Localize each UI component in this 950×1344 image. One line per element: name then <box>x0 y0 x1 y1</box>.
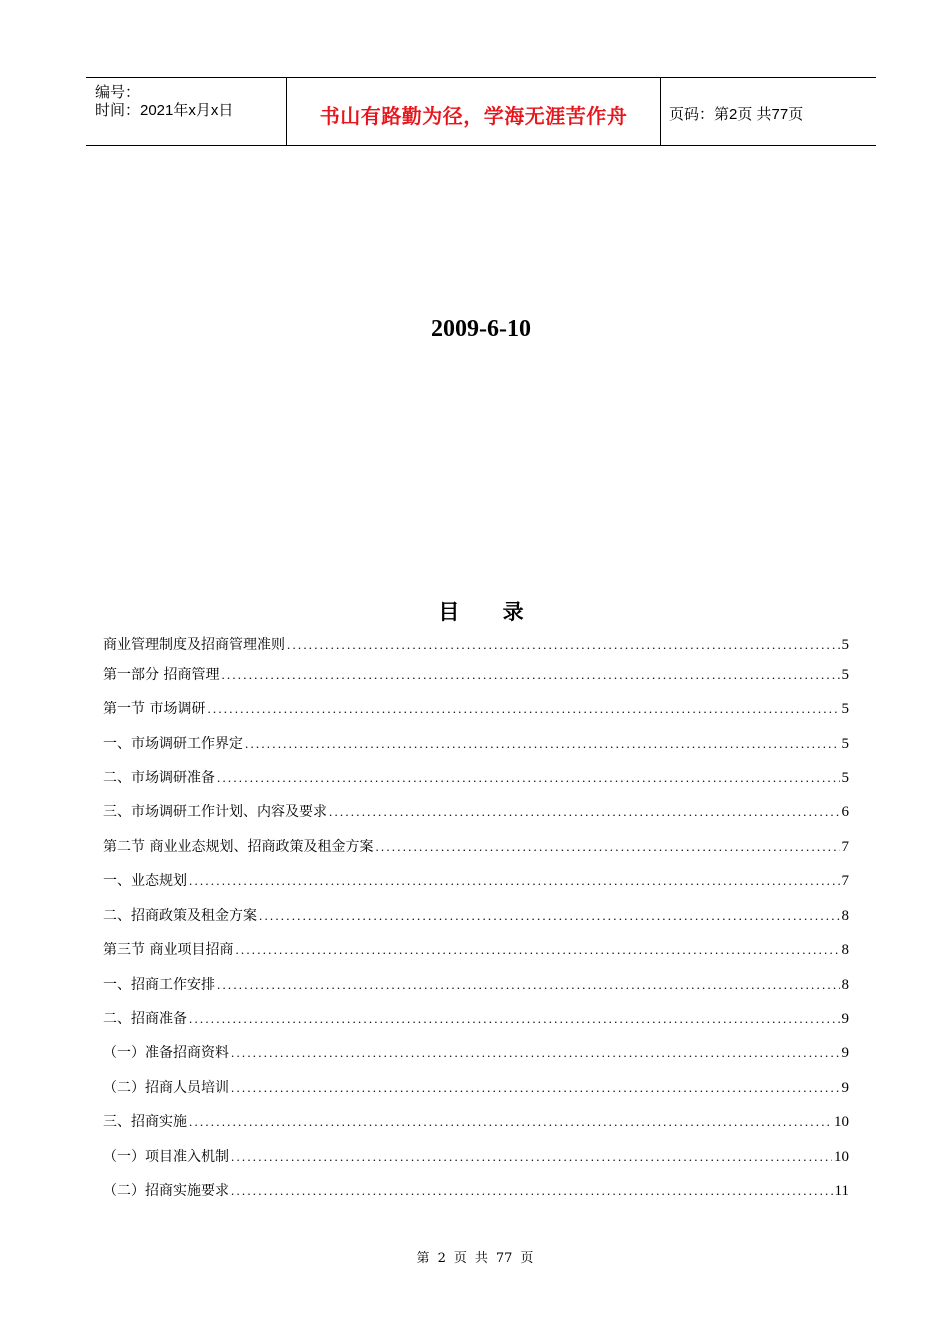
toc-entry-leader-dots <box>231 1149 832 1165</box>
toc-entry-page-number: 9 <box>841 1011 849 1027</box>
header-motto-cell <box>286 78 661 145</box>
toc-title: 目 录 <box>438 600 524 624</box>
document-number-label: 编号： <box>95 84 141 101</box>
toc-entry[interactable] <box>103 767 849 789</box>
toc-entry-leader-dots <box>245 736 840 752</box>
toc-entry[interactable] <box>103 905 849 927</box>
toc-entry-title: 第一部分 招商管理 <box>103 667 220 683</box>
toc-entry-page-number: 5 <box>841 701 849 717</box>
toc-entry-title: 一、市场调研工作界定 <box>103 736 243 752</box>
toc-entry-leader-dots <box>231 1183 833 1199</box>
toc-entry[interactable] <box>103 836 849 858</box>
header-meta-cell <box>86 78 286 145</box>
toc-entry-title: （一）项目准入机制 <box>103 1149 229 1165</box>
toc-entry-page-number: 8 <box>841 977 849 993</box>
toc-entry-title: 一、业态规划 <box>103 873 187 889</box>
toc-entry[interactable] <box>103 939 849 961</box>
toc-entry-leader-dots <box>329 804 840 820</box>
header-motto: 书山有路勤为径，学海无涯苦作舟 <box>319 104 628 128</box>
toc-entry-page-number: 9 <box>841 1045 849 1061</box>
toc-entry-title: 第一节 市场调研 <box>103 701 206 717</box>
toc-entry-title: 二、市场调研准备 <box>103 770 215 786</box>
toc-entry[interactable] <box>103 634 849 656</box>
toc-entry-leader-dots <box>231 1080 840 1096</box>
toc-entry-title: 一、招商工作安排 <box>103 977 215 993</box>
toc-entry-page-number: 10 <box>834 1114 849 1130</box>
toc-entry-page-number: 8 <box>841 908 849 924</box>
toc-entry[interactable] <box>103 974 849 996</box>
footer-gong: 共 <box>474 1251 488 1266</box>
toc-entry-page-number: 5 <box>841 736 849 752</box>
toc-entry-leader-dots <box>189 873 840 889</box>
toc-entry[interactable] <box>103 1077 849 1099</box>
toc-entry-page-number: 5 <box>841 667 849 683</box>
toc-entry-leader-dots <box>287 637 840 653</box>
footer-di: 第 <box>416 1251 430 1266</box>
toc-entry-leader-dots <box>217 770 840 786</box>
toc-entry-leader-dots <box>221 667 839 683</box>
toc-entry-title: 二、招商政策及租金方案 <box>103 908 257 924</box>
toc-entry[interactable] <box>103 1008 849 1030</box>
toc-entry-title: 二、招商准备 <box>103 1011 187 1027</box>
toc-entry-page-number: 8 <box>841 942 849 958</box>
toc-entry[interactable] <box>103 733 849 755</box>
toc-entry-title: 三、市场调研工作计划、内容及要求 <box>103 804 327 820</box>
document-date: 2009-6-10 <box>431 316 531 342</box>
page-header <box>86 77 876 146</box>
toc-entry-leader-dots <box>375 839 839 855</box>
toc-entry-title: （二）招商实施要求 <box>103 1183 229 1199</box>
footer-page-number: 2 <box>437 1251 446 1266</box>
toc-entry[interactable] <box>103 1111 849 1133</box>
toc-entry[interactable] <box>103 1146 849 1168</box>
toc-entry-title: （二）招商人员培训 <box>103 1080 229 1096</box>
toc-entry-title: 第二节 商业业态规划、招商政策及租金方案 <box>103 839 374 855</box>
header-page-cell <box>660 78 876 145</box>
toc-entry-page-number: 5 <box>841 770 849 786</box>
page-footer <box>0 1247 950 1266</box>
toc-entry-page-number: 10 <box>834 1149 849 1165</box>
toc-entry[interactable] <box>103 664 849 686</box>
toc-entry-leader-dots <box>217 977 840 993</box>
toc-entry-title: 商业管理制度及招商管理准则 <box>103 637 285 653</box>
toc-entry-title: （一）准备招商资料 <box>103 1045 229 1061</box>
toc-entry-page-number: 7 <box>841 873 849 889</box>
toc-entry-page-number: 11 <box>834 1183 849 1199</box>
toc-entry[interactable] <box>103 801 849 823</box>
toc-entry[interactable] <box>103 1042 849 1064</box>
toc-entry-page-number: 6 <box>841 804 849 820</box>
toc-entry-leader-dots <box>189 1011 840 1027</box>
toc-entry-page-number: 5 <box>841 637 849 653</box>
footer-ye-total: 页 <box>520 1251 534 1266</box>
toc-entry[interactable] <box>103 870 849 892</box>
document-time-label: 时间：2021年x月x日 <box>95 102 234 119</box>
header-page-info: 页码：第2页 共77页 <box>669 106 804 123</box>
toc-entry-page-number: 7 <box>841 839 849 855</box>
toc-entry-title: 三、招商实施 <box>103 1114 187 1130</box>
toc-entry[interactable] <box>103 698 849 720</box>
toc-entry-title: 第三节 商业项目招商 <box>103 942 234 958</box>
toc-entry-leader-dots <box>231 1045 840 1061</box>
footer-ye: 页 <box>453 1251 467 1266</box>
footer-total-pages: 77 <box>495 1251 513 1266</box>
toc-entry-page-number: 9 <box>841 1080 849 1096</box>
toc-entry-leader-dots <box>207 701 839 717</box>
toc-entry[interactable] <box>103 1180 849 1202</box>
toc-entry-leader-dots <box>189 1114 832 1130</box>
toc-entry-leader-dots <box>259 908 840 924</box>
toc-entry-leader-dots <box>235 942 839 958</box>
